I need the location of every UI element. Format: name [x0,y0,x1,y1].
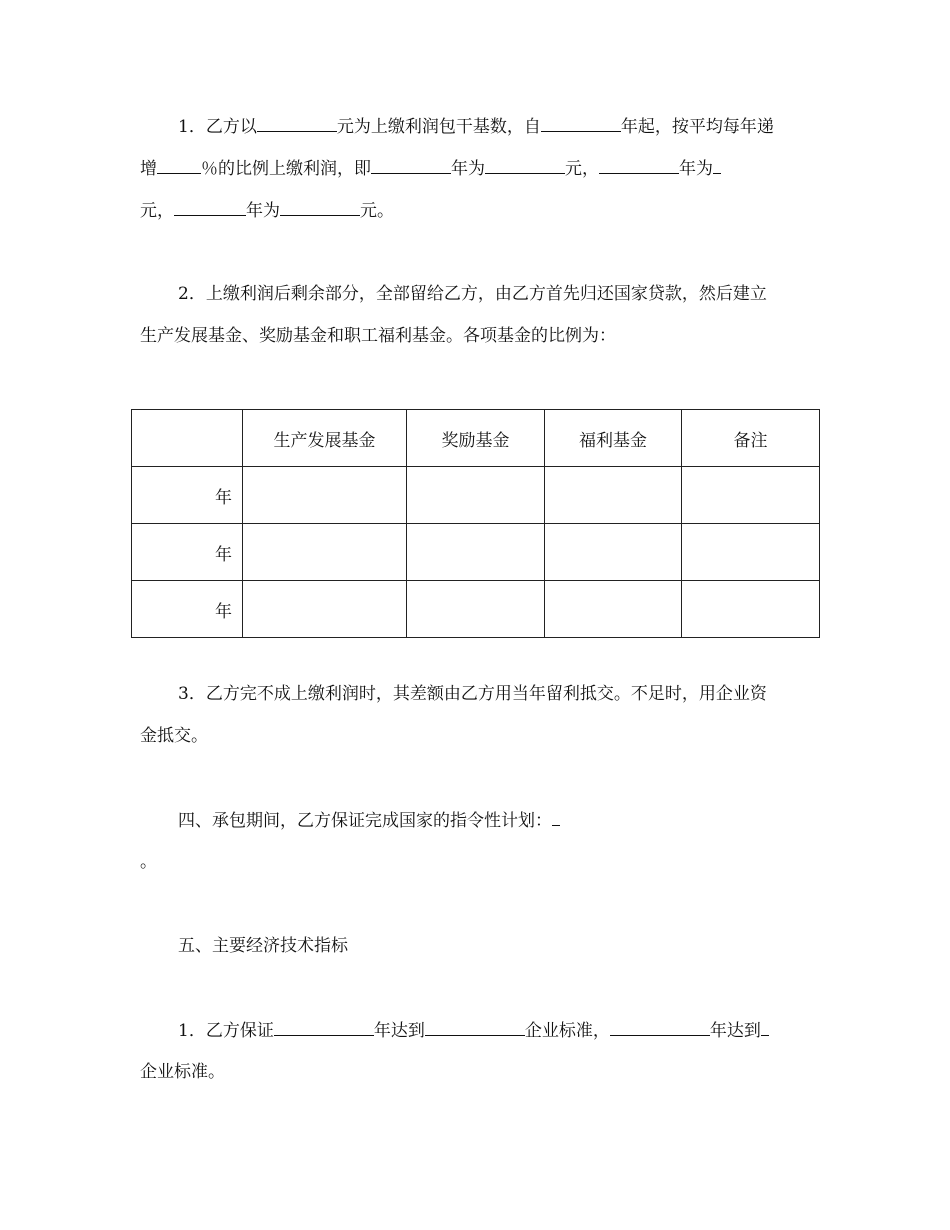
fill-blank-amount-3[interactable] [280,198,360,216]
clause1-line3-text-a: 元， [140,201,174,221]
table-row [132,467,820,524]
table-cell[interactable] [545,524,682,581]
clause3-line2: 金抵交。 [140,726,208,746]
table-cell[interactable] [407,524,545,581]
fill-blank-year-3[interactable] [174,198,246,216]
table-header-blank [132,410,243,467]
table-cell[interactable] [682,467,820,524]
table-header-row [132,410,820,467]
section4-line2: 。 [140,852,157,872]
section5-heading: 五、主要经济技术指标 [178,936,348,956]
clause1-line2 [140,156,721,181]
fill-blank-year-2[interactable] [599,156,679,174]
table-header-production-fund: 生产发展基金 [243,410,407,467]
fill-blank-standard-2[interactable] [761,1018,769,1036]
clause2-line1: 2．上缴利润后剩余部分，全部留给乙方，由乙方首先归还国家贷款，然后建立 [178,284,767,304]
table-year-cell: 年 [132,524,243,581]
fill-blank-target-year-1[interactable] [274,1018,374,1036]
section5-item1-text-d: 年达到 [709,1021,761,1041]
table-header-remarks: 备注 [682,410,820,467]
fund-ratio-table [131,409,820,638]
table-row [132,524,820,581]
table-cell[interactable] [243,524,407,581]
fill-blank-target-year-2[interactable] [610,1018,710,1036]
clause1-line2-text-c: 年为 [451,159,485,179]
clause1-line1 [178,114,774,139]
section5-item1-text-c: 企业标准， [524,1021,610,1041]
clause1-line2-text-b: ％的比例上缴利润，即 [201,159,371,179]
table-cell[interactable] [682,581,820,638]
table-header-bonus-fund: 奖励基金 [407,410,545,467]
clause1-text-b: 元为上缴利润包干基数，自 [336,117,541,137]
clause1-line3 [140,198,394,223]
clause3-line1: 3．乙方完不成上缴利润时，其差额由乙方用当年留利抵交。不足时，用企业资 [178,684,767,704]
table-cell[interactable] [545,581,682,638]
fill-blank-start-year[interactable] [541,114,621,132]
table-cell[interactable] [545,467,682,524]
table-cell[interactable] [407,467,545,524]
clause1-line2-text-e: 年为 [679,159,713,179]
table-header-welfare-fund: 福利基金 [545,410,682,467]
clause1-line3-text-b: 年为 [246,201,280,221]
fill-blank-standard-1[interactable] [425,1018,525,1036]
section5-item1-text-b: 年达到 [373,1021,425,1041]
table-cell[interactable] [407,581,545,638]
table-cell[interactable] [243,467,407,524]
table-cell[interactable] [243,581,407,638]
table-cell[interactable] [682,524,820,581]
section5-item1-text-a: 1．乙方保证 [178,1021,274,1041]
clause1-line2-text-a: 增 [140,159,157,179]
fill-blank-year-1[interactable] [371,156,451,174]
clause1-text-c: 年起，按平均每年递 [620,117,774,137]
table-year-cell: 年 [132,467,243,524]
section4-line1 [178,808,560,833]
fill-blank-plan[interactable] [552,808,560,826]
table-year-cell: 年 [132,581,243,638]
section5-item1-line1 [178,1018,769,1043]
clause1-line3-text-c: 元。 [360,201,394,221]
section4-text: 四、承包期间，乙方保证完成国家的指令性计划： [178,811,552,831]
clause2-line2: 生产发展基金、奖励基金和职工福利基金。各项基金的比例为： [140,326,616,346]
clause1-line2-text-d: 元， [565,159,599,179]
fill-blank-percent[interactable] [157,156,201,174]
section5-item1-line2: 企业标准。 [140,1062,225,1082]
fill-blank-amount-1[interactable] [485,156,565,174]
table-row [132,581,820,638]
fill-blank-amount-2[interactable] [713,156,721,174]
fill-blank-base-amount[interactable] [257,114,337,132]
clause1-text-a: 1．乙方以 [178,117,257,137]
